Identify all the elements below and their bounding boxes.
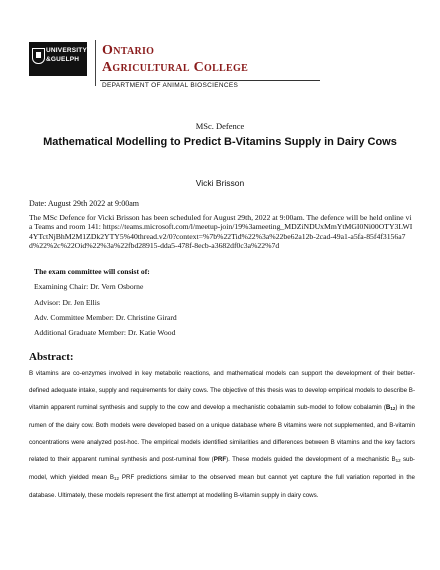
committee-member: Advisor: Dr. Jen Ellis — [34, 298, 100, 307]
b12-subscript: 12 — [395, 458, 401, 463]
shield-icon — [32, 48, 45, 64]
abstract-text: B vitamins are co-enzymes involved in key metabolic reactions, and mathematical models can support the development of their better-defined adequate intake, supply and requirements for dairy cows. The objective of this thesis was to develop empirical models to describe B-vitamin apparent ruminal synthesis and supply to the cow and develop a mechanistic cobalamin sub-model to follow cobalamin ( — [29, 370, 415, 411]
committee-member: Adv. Committee Member: Dr. Christine Girard — [34, 313, 177, 322]
college-line-1: Ontario — [102, 43, 155, 58]
defence-paragraph: The MSc Defence for Vicki Brisson has been scheduled for August 29th, 2022 at 9:00am. The defence will be held online via Teams and room 141: https://teams.microsoft.com/l/meetup-join/19%3ameeting_MDZiNDUxMmYtMGI0Ni00OTY3LWI4YTctNjBhM2M1ZDk2YTY5%40thread.v2/0?context=%7b%22Tid%22%3a%22be62a12b-2cad-49a1-a5fa-85f4f3156a7d%22%2c%22Oid%22%3a%22fbd28915-dda5-478f-8ecb-a3682df0c3a%22%7d — [29, 213, 413, 251]
abstract-text: ) in the rumen of the dairy cow. Both models were developed based on a unique database where B vitamins were not supplemented, and B-vitamin concentrations were analyzed post-hoc. The empirical models identified similarities and differences between B vitamins and the key factors related to their apparent ruminal synthesis and post-ruminal flow ( — [29, 404, 416, 463]
defence-type: MSc. Defence — [195, 121, 245, 131]
logo-line-1: UNIVERSITY — [46, 47, 88, 54]
abstract-text: ). These models guided the development of a mechanistic B — [226, 456, 396, 463]
author-name: Vicki Brisson — [195, 178, 245, 188]
abstract-heading: Abstract: — [29, 351, 74, 363]
prf-term: PRF — [213, 456, 227, 463]
committee-member: Additional Graduate Member: Dr. Katie Wood — [34, 328, 176, 337]
thesis-title: Mathematical Modelling to Predict B-Vitamins Supply in Dairy Cows — [43, 136, 397, 148]
b12-letter: B — [385, 404, 391, 411]
committee-member: Examining Chair: Dr. Vern Osborne — [34, 282, 144, 291]
b12-subscript: 12 — [390, 406, 396, 411]
defence-date: Date: August 29th 2022 at 9:00am — [29, 199, 139, 208]
college-line-2: Agricultural College — [102, 60, 249, 75]
b12-term — [386, 404, 395, 411]
b12-subscript: 12 — [114, 476, 120, 481]
department-name: DEPARTMENT OF ANIMAL BIOSCIENCES — [102, 82, 239, 89]
department-rule — [100, 80, 320, 81]
university-logo — [29, 42, 87, 76]
abstract-body — [29, 365, 415, 504]
header-divider — [95, 40, 96, 86]
abstract-text: sub-model, which yielded mean B — [29, 456, 415, 481]
college-name — [102, 42, 402, 76]
abstract-text: PRF predictions similar to the observed mean but cannot yet capture the full variation reported in the database. Ultimately, these models represent the first attempt at modelling B-vitamin supply in dairy cows. — [29, 474, 415, 499]
committee-heading: The exam committee will consist of: — [34, 267, 150, 276]
logo-line-2: &GUELPH — [46, 56, 80, 63]
